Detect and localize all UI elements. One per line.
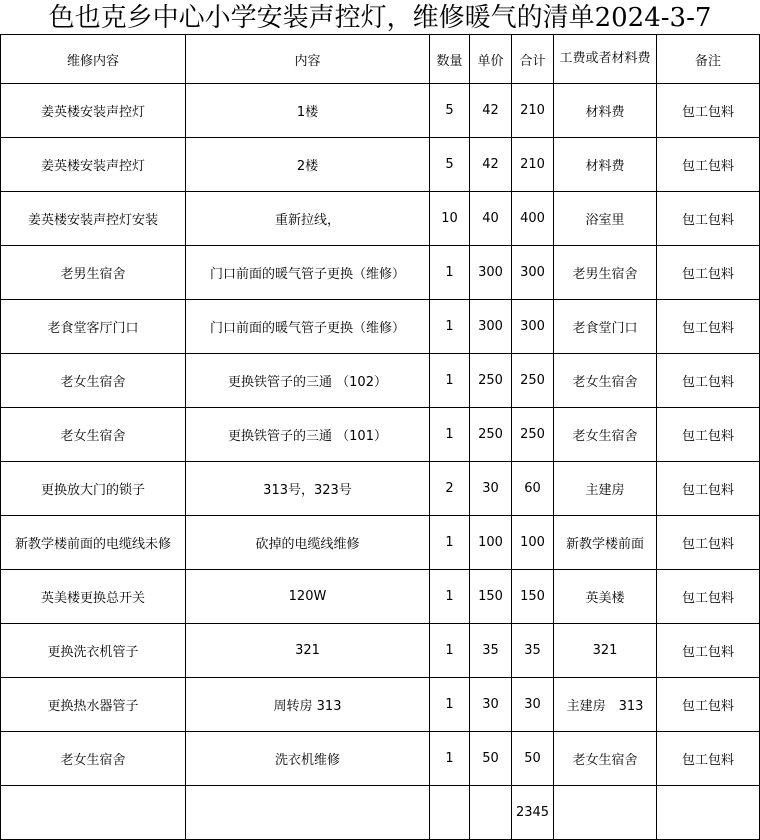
- cell-note: 包工包料: [657, 192, 760, 246]
- cell-cost-type: 浴室里: [554, 192, 657, 246]
- cell-cost-type: 321: [554, 624, 657, 678]
- cell-empty: [430, 786, 470, 840]
- table-row: [1, 624, 760, 678]
- cell-note: 包工包料: [657, 678, 760, 732]
- cell-price: 300: [470, 300, 512, 354]
- cell-total: 210: [512, 138, 554, 192]
- table-row: [1, 84, 760, 138]
- cell-empty: [1, 786, 186, 840]
- cell-note: 包工包料: [657, 408, 760, 462]
- cell-note: 包工包料: [657, 624, 760, 678]
- table-row: [1, 246, 760, 300]
- cell-qty: 1: [430, 408, 470, 462]
- cell-qty: 1: [430, 570, 470, 624]
- cell-qty: 5: [430, 84, 470, 138]
- cell-note: 包工包料: [657, 300, 760, 354]
- cell-note: 包工包料: [657, 462, 760, 516]
- cell-content: 门口前面的暖气管子更换（维修）: [186, 246, 430, 300]
- table-row: [1, 462, 760, 516]
- table-row: [1, 516, 760, 570]
- cell-content: 2楼: [186, 138, 430, 192]
- cell-total: 250: [512, 408, 554, 462]
- cell-item: 老男生宿舍: [1, 246, 186, 300]
- cell-price: 30: [470, 678, 512, 732]
- table-row: [1, 354, 760, 408]
- cell-note: 包工包料: [657, 354, 760, 408]
- cell-content: 周转房 313: [186, 678, 430, 732]
- cell-item: 老女生宿舍: [1, 354, 186, 408]
- cell-note: 包工包料: [657, 516, 760, 570]
- cell-empty: [554, 786, 657, 840]
- header-content: 内容: [186, 35, 430, 84]
- cell-cost-type: 主建房 313: [554, 678, 657, 732]
- cell-content: 更换铁管子的三通 （102）: [186, 354, 430, 408]
- repair-list-table: [0, 34, 760, 840]
- total-row: [1, 786, 760, 840]
- cell-qty: 1: [430, 300, 470, 354]
- cell-empty: [186, 786, 430, 840]
- cell-total: 210: [512, 84, 554, 138]
- cell-price: 30: [470, 462, 512, 516]
- header-qty: 数量: [430, 35, 470, 84]
- cell-item: 姜英楼安装声控灯安装: [1, 192, 186, 246]
- cell-total: 100: [512, 516, 554, 570]
- cell-total: 150: [512, 570, 554, 624]
- cell-qty: 2: [430, 462, 470, 516]
- cell-total: 250: [512, 354, 554, 408]
- cell-note: 包工包料: [657, 732, 760, 786]
- cell-content: 321: [186, 624, 430, 678]
- cell-content: 重新拉线，: [186, 192, 430, 246]
- cell-empty: [657, 786, 760, 840]
- cell-total: 300: [512, 246, 554, 300]
- table-row: [1, 678, 760, 732]
- cell-price: 42: [470, 84, 512, 138]
- cell-note: 包工包料: [657, 84, 760, 138]
- header-cost-type: 工费或者材料费: [554, 35, 657, 84]
- cell-price: 250: [470, 354, 512, 408]
- cell-total: 50: [512, 732, 554, 786]
- cell-content: 更换铁管子的三通 （101）: [186, 408, 430, 462]
- cell-item: 更换热水器管子: [1, 678, 186, 732]
- cell-total: 30: [512, 678, 554, 732]
- cell-price: 50: [470, 732, 512, 786]
- cell-content: 洗衣机维修: [186, 732, 430, 786]
- cell-content: 120W: [186, 570, 430, 624]
- cell-note: 包工包料: [657, 138, 760, 192]
- cell-total: 35: [512, 624, 554, 678]
- cell-total: 300: [512, 300, 554, 354]
- page-title: 色也克乡中心小学安装声控灯，维修暖气的清单2024-3-7: [48, 3, 712, 33]
- cell-price: 42: [470, 138, 512, 192]
- cell-total: 400: [512, 192, 554, 246]
- cell-content: 门口前面的暖气管子更换（维修）: [186, 300, 430, 354]
- grand-total-value: 2345: [512, 786, 554, 840]
- cell-qty: 1: [430, 516, 470, 570]
- cell-qty: 1: [430, 732, 470, 786]
- cell-empty: [470, 786, 512, 840]
- cell-content: 1楼: [186, 84, 430, 138]
- cell-price: 150: [470, 570, 512, 624]
- cell-item: 新教学楼前面的电缆线未修: [1, 516, 186, 570]
- cell-cost-type: 老食堂门口: [554, 300, 657, 354]
- cell-total: 60: [512, 462, 554, 516]
- cell-qty: 10: [430, 192, 470, 246]
- header-total: 合计: [512, 35, 554, 84]
- cell-price: 35: [470, 624, 512, 678]
- header-item: 维修内容: [1, 35, 186, 84]
- table-row: [1, 732, 760, 786]
- table-row: [1, 192, 760, 246]
- cell-cost-type: 新教学楼前面: [554, 516, 657, 570]
- cell-qty: 5: [430, 138, 470, 192]
- cell-cost-type: 主建房: [554, 462, 657, 516]
- cell-item: 姜英楼安装声控灯: [1, 138, 186, 192]
- cell-item: 更换放大门的锁子: [1, 462, 186, 516]
- cell-item: 更换洗衣机管子: [1, 624, 186, 678]
- cell-item: 老女生宿舍: [1, 408, 186, 462]
- table-row: [1, 570, 760, 624]
- cell-note: 包工包料: [657, 246, 760, 300]
- cell-item: 老食堂客厅门口: [1, 300, 186, 354]
- cell-qty: 1: [430, 678, 470, 732]
- cell-cost-type: 老女生宿舍: [554, 732, 657, 786]
- cell-content: 砍掉的电缆线维修: [186, 516, 430, 570]
- header-row: [1, 35, 760, 84]
- table-row: [1, 300, 760, 354]
- cell-cost-type: 老男生宿舍: [554, 246, 657, 300]
- cell-cost-type: 老女生宿舍: [554, 408, 657, 462]
- cell-qty: 1: [430, 624, 470, 678]
- cell-cost-type: 英美楼: [554, 570, 657, 624]
- cell-cost-type: 老女生宿舍: [554, 354, 657, 408]
- cell-qty: 1: [430, 246, 470, 300]
- cell-price: 40: [470, 192, 512, 246]
- cell-item: 老女生宿舍: [1, 732, 186, 786]
- cell-price: 100: [470, 516, 512, 570]
- header-price: 单价: [470, 35, 512, 84]
- cell-item: 姜英楼安装声控灯: [1, 84, 186, 138]
- cell-content: 313号，323号: [186, 462, 430, 516]
- cell-price: 250: [470, 408, 512, 462]
- cell-cost-type: 材料费: [554, 84, 657, 138]
- table-row: [1, 138, 760, 192]
- cell-item: 英美楼更换总开关: [1, 570, 186, 624]
- cell-cost-type: 材料费: [554, 138, 657, 192]
- header-note: 备注: [657, 35, 760, 84]
- table-row: [1, 408, 760, 462]
- cell-price: 300: [470, 246, 512, 300]
- cell-note: 包工包料: [657, 570, 760, 624]
- cell-qty: 1: [430, 354, 470, 408]
